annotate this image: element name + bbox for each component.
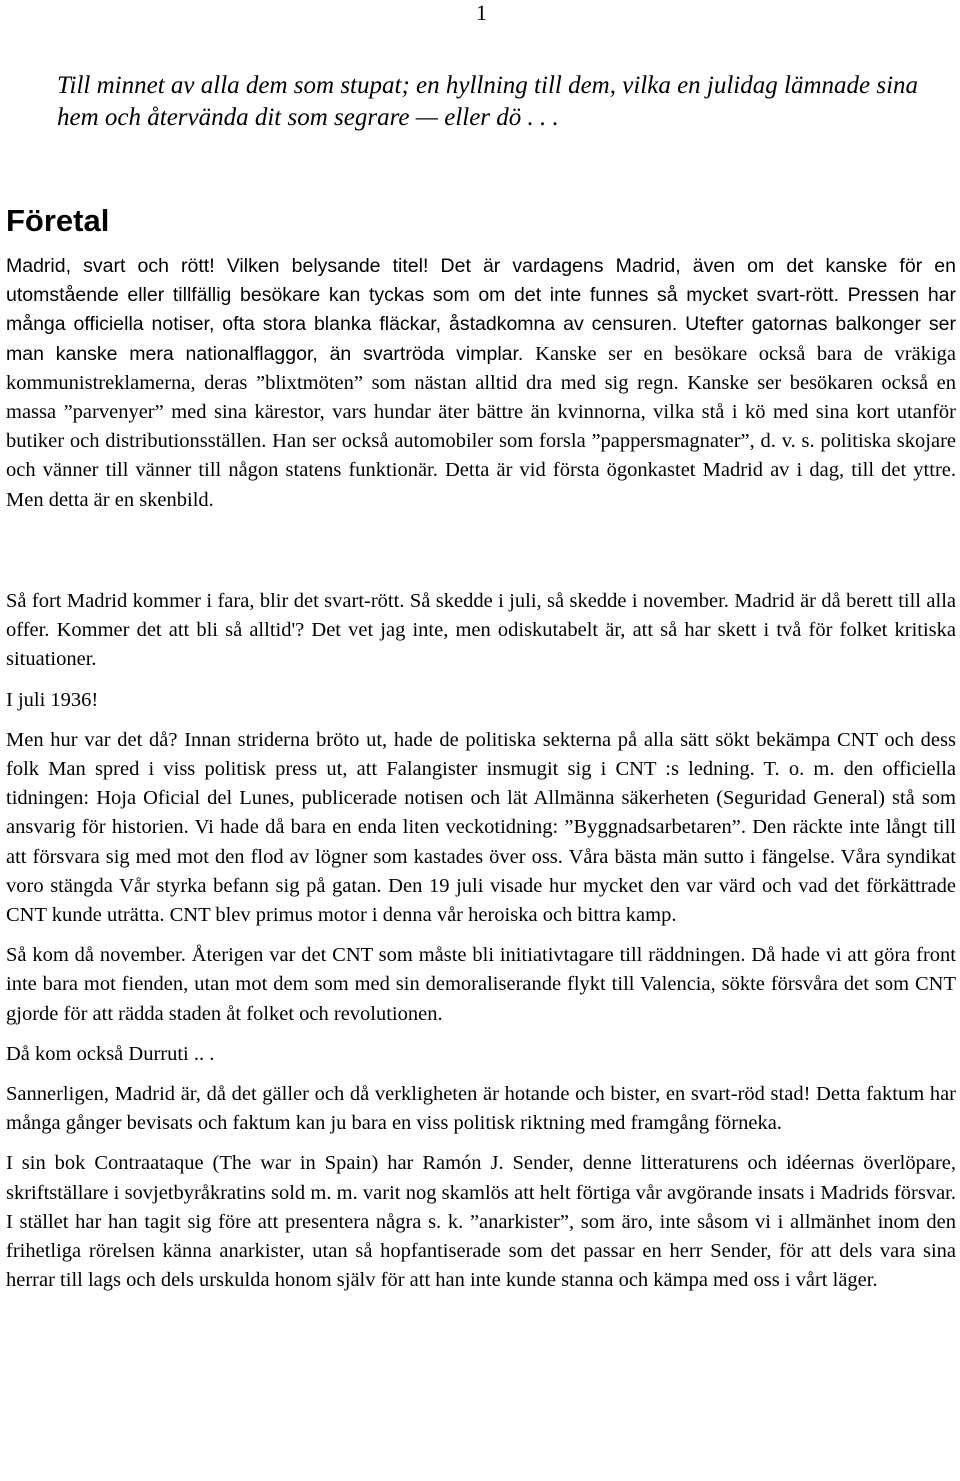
page-number: 1 (476, 0, 487, 25)
section-heading: Företal (6, 203, 110, 238)
paragraph: Så fort Madrid kommer i fara, blir det svart-rött. Så skedde i juli, så skedde i november. Madrid är då berett till alla offer. Kommer det att bli så alltid'? Det vet jag inte, men odiskutabelt är, att så har skett i två för folket kritiska situationer. (6, 590, 956, 671)
dedication: Till minnet av alla dem som stupat; en hyllning till dem, vilka en julidag lämnade sina hem och återvända dit som segrare — eller dö . . . (57, 72, 919, 131)
paragraph: Men hur var det då? Innan striderna bröto ut, hade de politiska sekterna på alla sätt sökt bekämpa CNT och dess folk Man spred i viss politisk press ut, att Falangister insmugit sig i CNT :s ledning. T. o. m. den officiella tidningen: Hoja Oficial del Lunes, publicerade notisen och lät Allmänna säkerheten (Seguridad General) stå som ansvarig för historien. Vi hade då bara en enda liten veckotidning: ”Byggnadsarbetaren”. Den räckte inte långt till att försvara sig med mot den flod av lögner som kastades över oss. Våra bästa män sutto i fängelse. Våra syndikat voro stängda Vår styrka befann sig på gatan. Den 19 juli visade hur mycket den var värd och vad det förkättrade CNT kunde uträtta. CNT blev primus motor i denna vår heroiska och bittra kamp. (6, 728, 956, 927)
paragraph: Då kom också Durruti .. . (6, 1042, 215, 1065)
intro-paragraph (6, 252, 956, 515)
body-text (6, 587, 956, 1306)
paragraph: Så kom då november. Återigen var det CNT som måste bli initiativtagare till räddningen. Då hade vi att göra front inte bara mot fienden, utan mot dem som med sin demoraliserande flykt till Valencia, sökte försvåra det som CNT gjorde för att rädda staden åt folket och revolutionen. (6, 944, 956, 1025)
paragraph: I juli 1936! (6, 688, 99, 711)
paragraph: Sannerligen, Madrid är, då det gäller och då verkligheten är hotande och bister, en svart-röd stad! Detta faktum har många gånger bevisats och faktum kan ju bara en viss politisk riktning med framgång förneka. (6, 1083, 956, 1135)
paragraph: I sin bok Contraataque (The war in Spain) har Ramón J. Sender, denne litteraturens och idéernas överlöpare, skriftställare i sovjetbyråkratins sold m. m. varit nog skamlös att helt förtiga vår avgörande insats i Madrids försvar. I stället har han tagit sig före att presentera några s. k. ”anarkister”, som äro, inte såsom vi i allmänhet inom den frihetliga rörelsen känna anarkister, utan så hopfantiserade som det passar en herr Sender, för att dels vara sina herrar till lags och dels urskulda honom själv för att han inte kunde stanna och kämpa med oss i vårt läger. (6, 1152, 956, 1292)
intro-serif-text: Kanske ser en besökare också bara de vräkiga kommunistreklamerna, deras ”blixtmöten” som nästan alltid dra med sig regn. Kanske ser besökaren också en massa ”parvenyer” med sina kärestor, vars hundar äter bättre än kvinnorna, vilka stå i kö med sina kort utanför butiker och distributionsställen. Han ser också automobiler som forsla ”pappersmagnater”, d. v. s. politiska skojare och vänner till vänner till någon statens funktionär. Detta är vid första ögonkastet Madrid av i dag, till det yttre. Men detta är en skenbild. (6, 342, 956, 511)
intro-sans-text: Madrid, svart och rött! Vilken belysande titel! Det är vardagens Madrid, även om det kanske för en utomstående eller tillfällig besökare kan tyckas som om det inte funnes så mycket svart-rött. Pressen har många officiella notiser, ofta stora blanka fläckar, åstadkomna av censuren. Utefter gatornas balkonger ser man kanske mera nationalflaggor, än svartröda vimplar. (6, 255, 956, 365)
